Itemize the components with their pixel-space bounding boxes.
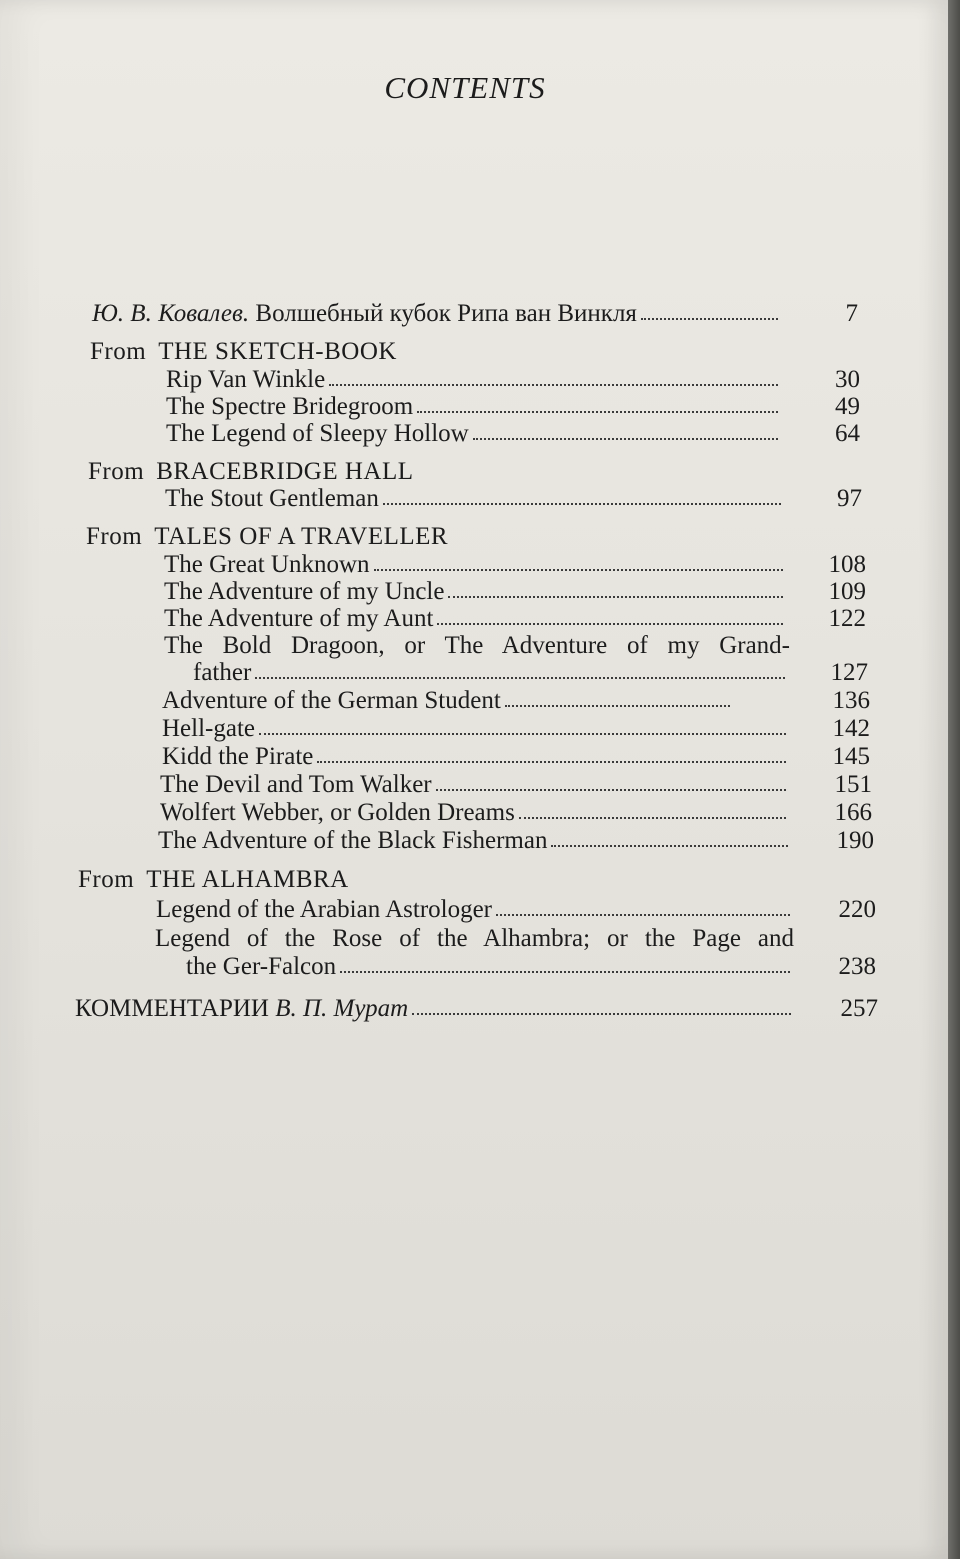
intro-author: Ю. В. Ковалев.: [92, 300, 250, 327]
page-number: 64: [835, 420, 860, 447]
comments-label: КОММЕНТАРИИ: [75, 995, 269, 1022]
toc-entry: The Spectre Bridegroom: [166, 393, 782, 419]
comments-author: В. П. Мурат: [275, 995, 409, 1022]
section-name: THE SKETCH-BOOK: [158, 338, 397, 365]
page-number: 136: [832, 687, 870, 714]
toc-entry: The Devil and Tom Walker: [160, 771, 790, 797]
toc-entry-comments: [75, 995, 795, 1021]
toc-entry: Legend of the Arabian Astrologer: [156, 896, 794, 922]
toc-entry: Hell-gate: [162, 715, 790, 741]
page-number: 166: [834, 799, 872, 826]
section-heading: From TALES OF A TRAVELLER: [86, 523, 449, 550]
section-heading: From BRACEBRIDGE HALL: [88, 458, 414, 485]
page-title: CONTENTS: [384, 70, 546, 105]
page-number: 238: [838, 953, 876, 980]
page-number: 145: [832, 743, 870, 770]
page-number: 127: [830, 659, 868, 686]
page-number: 7: [845, 300, 858, 327]
page-number: 190: [836, 827, 874, 854]
section-name: TALES OF A TRAVELLER: [154, 523, 449, 550]
toc-entry-wrapped: Legend of the Rose of the Alhambra; or the Page and: [155, 925, 794, 952]
page-number: 220: [838, 896, 876, 923]
toc-entry: The Adventure of my Uncle: [164, 578, 787, 604]
toc-entry-wrapped: The Bold Dragoon, or The Adventure of my Grand-: [164, 632, 790, 659]
toc-entry: Rip Van Winkle: [166, 366, 782, 392]
toc-entry-intro: [92, 300, 782, 326]
page-number: 97: [837, 485, 862, 512]
toc-entry: father: [193, 659, 789, 685]
section-heading: From THE ALHAMBRA: [78, 866, 349, 893]
toc-entry: Kidd the Pirate: [162, 743, 790, 769]
toc-entry: the Ger-Falcon: [186, 953, 794, 979]
page-number: 49: [835, 393, 860, 420]
toc-entry: The Legend of Sleepy Hollow: [166, 420, 782, 446]
toc-entry: The Stout Gentleman: [165, 485, 785, 511]
page-number: 122: [828, 605, 866, 632]
page-number: 142: [832, 715, 870, 742]
section-name: THE ALHAMBRA: [146, 866, 349, 893]
page-number: 109: [828, 578, 866, 605]
toc-entry: The Adventure of my Aunt: [164, 605, 787, 631]
section-name: BRACEBRIDGE HALL: [156, 458, 414, 485]
page-number: 30: [835, 366, 860, 393]
leader-dots: [641, 318, 778, 320]
toc-entry: Wolfert Webber, or Golden Dreams: [160, 799, 790, 825]
page-number: 257: [840, 995, 878, 1022]
toc-entry: The Adventure of the Black Fisherman: [158, 827, 792, 853]
book-spine-edge: [948, 0, 960, 1559]
intro-title: Волшебный кубок Рипа ван Винкля: [255, 300, 637, 327]
section-heading: From THE SKETCH-BOOK: [90, 338, 397, 365]
toc-entry: The Great Unknown: [164, 551, 787, 577]
page-number: 151: [834, 771, 872, 798]
page-number: 108: [828, 551, 866, 578]
toc-entry: Adventure of the German Student: [162, 687, 734, 713]
